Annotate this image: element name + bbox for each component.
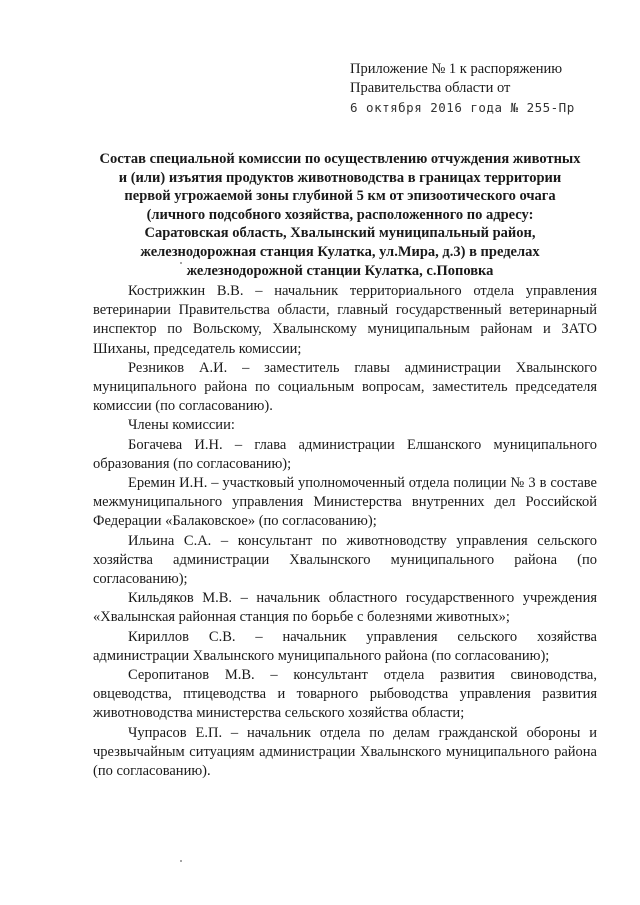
member-paragraph: Чупрасов Е.П. – начальник отдела по делам гражданской обороны и чрезвычайным ситуациям администрации Хвалынского муниципального района (по согласованию). [93, 724, 597, 780]
appendix-line-2: Правительства области от [350, 80, 511, 96]
member-paragraph: Ильина С.А. – консультант по животноводству управления сельского хозяйства администрации Хвалынского муниципального района (по согласованию); [93, 532, 597, 588]
member-paragraph: Еремин И.Н. – участковый уполномоченный отдела полиции № 3 в составе межмуниципального управления Министерства внутренних дел Российской Федерации «Балаковское» (по согласованию); [93, 475, 597, 530]
scan-speck [180, 262, 182, 264]
scan-speck [180, 860, 182, 862]
deputy-chairman-paragraph: Резников А.И. – заместитель главы администрации Хвалынского муниципального района по социальным вопросам, заместитель председателя комиссии (по согласованию). [93, 359, 597, 415]
members-heading: Члены комиссии: [128, 417, 235, 434]
member-paragraph: Серопитанов М.В. – консультант отдела развития свиноводства, овцеводства, птицеводства и товарного рыбоводства управления развития животноводства министерства сельского хозяйства области; [93, 667, 597, 722]
title-line: Состав специальной комиссии по осуществлению отчуждения животных [99, 151, 581, 167]
title-line: железнодорожная станция Кулатка, ул.Мира, д.3) в пределах [140, 243, 540, 260]
title-line: и (или) изъятия продуктов животноводства в границах территории [118, 169, 562, 186]
chairman-paragraph: Кострижкин В.В. – начальник территориального отдела управления ветеринарии Правительства области, главный государственный ветеринарный инспектор по Вольскому, Хвалынскому муниципальным районам и ЗАТО Шиханы, председатель комиссии; [93, 283, 597, 357]
member-paragraph: Кириллов С.В. – начальник управления сельского хозяйства администрации Хвалынского муниципального района (по согласованию); [93, 628, 597, 664]
document-title [70, 150, 610, 280]
member-paragraph: Кильдяков М.В. – начальник областного государственного учреждения «Хвалынская районная станция по борьбе с болезнями животных»; [93, 590, 597, 626]
appendix-line-1: Приложение № 1 к распоряжению [350, 61, 563, 77]
appendix-date-stamp: 6 октября 2016 года № 255-Пр [350, 100, 575, 115]
title-line: железнодорожной станции Кулатка, с.Поповка [186, 262, 494, 279]
appendix-note [350, 60, 620, 117]
commission-list [93, 282, 597, 781]
title-line: (личного подсобного хозяйства, расположенного по адресу: [146, 206, 534, 223]
title-line: Саратовская область, Хвалынский муниципальный район, [144, 225, 536, 242]
member-paragraph: Богачева И.Н. – глава администрации Елшанского муниципального образования (по согласованию); [93, 436, 597, 472]
title-line: первой угрожаемой зоны глубиной 5 км от эпизоотического очага [124, 188, 556, 205]
